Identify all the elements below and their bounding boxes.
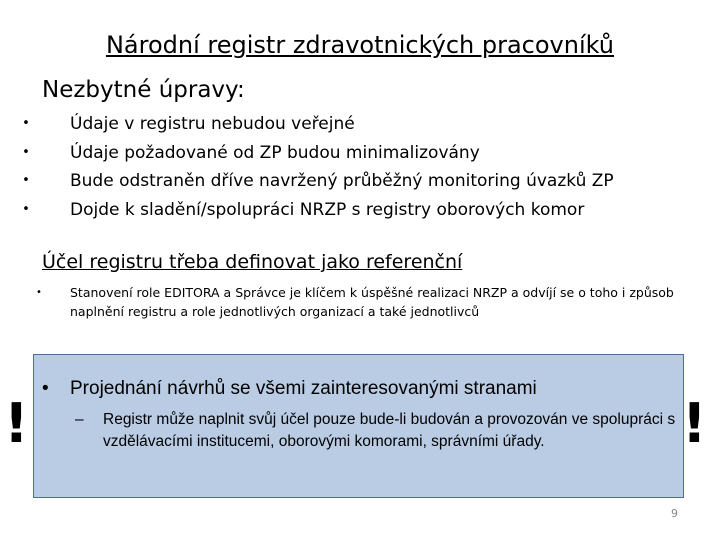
list-item-text: Údaje v registru nebudou veřejné xyxy=(70,114,355,134)
bullet-icon: • xyxy=(36,287,42,298)
page-number: 9 xyxy=(671,507,678,520)
subtitle: Nezbytné úpravy: xyxy=(42,77,245,103)
list-item xyxy=(20,196,614,225)
list-item-text: Dojde k sladění/spolupráci NRZP s registry oborových komor xyxy=(70,199,585,220)
dash-icon: – xyxy=(75,411,84,428)
box-main-text: Projednání návrhů se všemi zainteresovanými stranami xyxy=(70,378,537,399)
box-sub-item xyxy=(75,409,685,453)
note-text: Stanovení role EDITORA a Správce je klíčem k úspěšné realizaci NRZP a odvíjí se o toho i způsob naplnění registru a role jednotlivých organizací a také jednotlivců xyxy=(70,285,674,319)
section-heading: Účel registru třeba definovat jako referenční xyxy=(42,251,463,273)
bullet-icon: • xyxy=(22,116,30,131)
list-item xyxy=(20,110,614,139)
list-item-text: Bude odstraněn dříve navržený průběžný monitoring úvazků ZP xyxy=(70,171,614,191)
bullet-icon: • xyxy=(22,201,30,217)
box-main-item xyxy=(42,378,537,400)
bullet-icon: • xyxy=(42,378,49,399)
list-item-text: Údaje požadované od ZP budou minimalizovány xyxy=(70,142,480,163)
exclamation-right-icon: ! xyxy=(682,392,707,455)
bullet-icon: • xyxy=(22,144,30,160)
box-sub-text: Registr může naplnit svůj účel pouze bude-li budován a provozován ve spolupráci s vzdělávacími institucemi, oborovými komorami, správními úřady. xyxy=(103,411,676,450)
exclamation-left-icon: ! xyxy=(4,392,29,455)
list-item xyxy=(20,139,614,168)
requirements-list xyxy=(20,110,614,224)
list-item xyxy=(20,167,614,196)
slide-title: Národní registr zdravotnických pracovníků xyxy=(105,31,615,59)
bullet-icon: • xyxy=(22,173,30,188)
